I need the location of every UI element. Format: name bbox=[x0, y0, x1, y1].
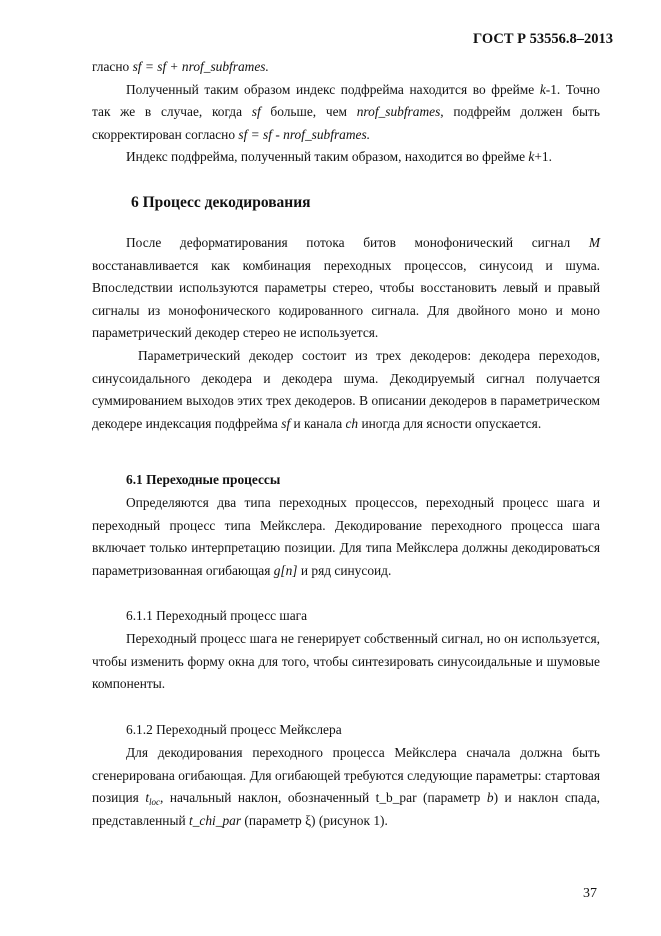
intro-block bbox=[92, 56, 600, 169]
section-6-paragraph-1: После деформатирования потока битов монофонический сигнал M восстанавливается как комбинация переходных процессов, синусоид и шума. Впоследствии используются параметры стерео, чтобы восстановить левый и правый сигналы из монофонического кодированного сигнала. Для двойного моно и моно параметрический декодер стерео не используется. bbox=[92, 235, 600, 341]
section-6-1-2-body bbox=[92, 742, 600, 832]
intro-paragraph-2: Полученный таким образом индекс подфрейма находится во фрейме k-1. Точно так же в случае, когда sf больше, чем nrof_subframes, подфрейм должен быть скорректирован согласно sf = sf - nrof_subframes. bbox=[92, 81, 600, 142]
section-6-1-1-paragraph: Переходный процесс шага не генерирует собственный сигнал, но он используется, чтобы изменить форму окна для того, чтобы синтезировать синусоидальные и шумовые компоненты. bbox=[92, 631, 600, 692]
section-6-1-2-heading: 6.1.2 Переходный процесс Мейкслера bbox=[126, 722, 342, 737]
section-6-paragraph-2: Параметрический декодер состоит из трех декодеров: декодера переходов, синусоидального декодера и декодера шума. Декодируемый сигнал получается суммированием выходов этих трех декодеров. В описании декодеров в параметрическом декодере индексация подфрейма sf и канала ch иногда для ясности опускается. bbox=[92, 347, 600, 431]
section-6-1-1-heading: 6.1.1 Переходный процесс шага bbox=[126, 608, 308, 623]
intro-paragraph-3: Индекс подфрейма, полученный таким образом, находится во фрейме k+1. bbox=[126, 149, 552, 165]
section-6-1-2-paragraph: Для декодирования переходного процесса Мейкслера сначала должна быть сгенерирована огибающая. Для огибающей требуются следующие параметры: стартовая позиция $t_{loc}$, начальный наклон, обозначенный t_b_par (параметр b) и наклон спада, представленный t_chi_par (параметр ξ) (рисунок 1). bbox=[92, 745, 601, 828]
section-6-body bbox=[92, 232, 600, 435]
section-6-1-body bbox=[92, 492, 600, 582]
section-6-1-paragraph: Определяются два типа переходных процессов, переходный процесс шага и переходный процесс типа Мейкслера. Декодирование переходного процесса шага включает только интерпретацию позиции. Для типа Мейкслера должны декодироваться параметризованная огибающая g[n] и ряд синусоид. bbox=[92, 495, 600, 578]
section-6-heading: 6 Процесс декодирования bbox=[131, 194, 311, 211]
section-6-1-1-body bbox=[92, 628, 600, 696]
intro-continuation: гласно sf = sf + nrof_subframes. bbox=[92, 59, 269, 74]
section-6-1-heading: 6.1 Переходные процессы bbox=[126, 472, 281, 487]
page-number: 37 bbox=[583, 886, 597, 901]
standard-header: ГОСТ Р 53556.8–2013 bbox=[473, 31, 613, 47]
